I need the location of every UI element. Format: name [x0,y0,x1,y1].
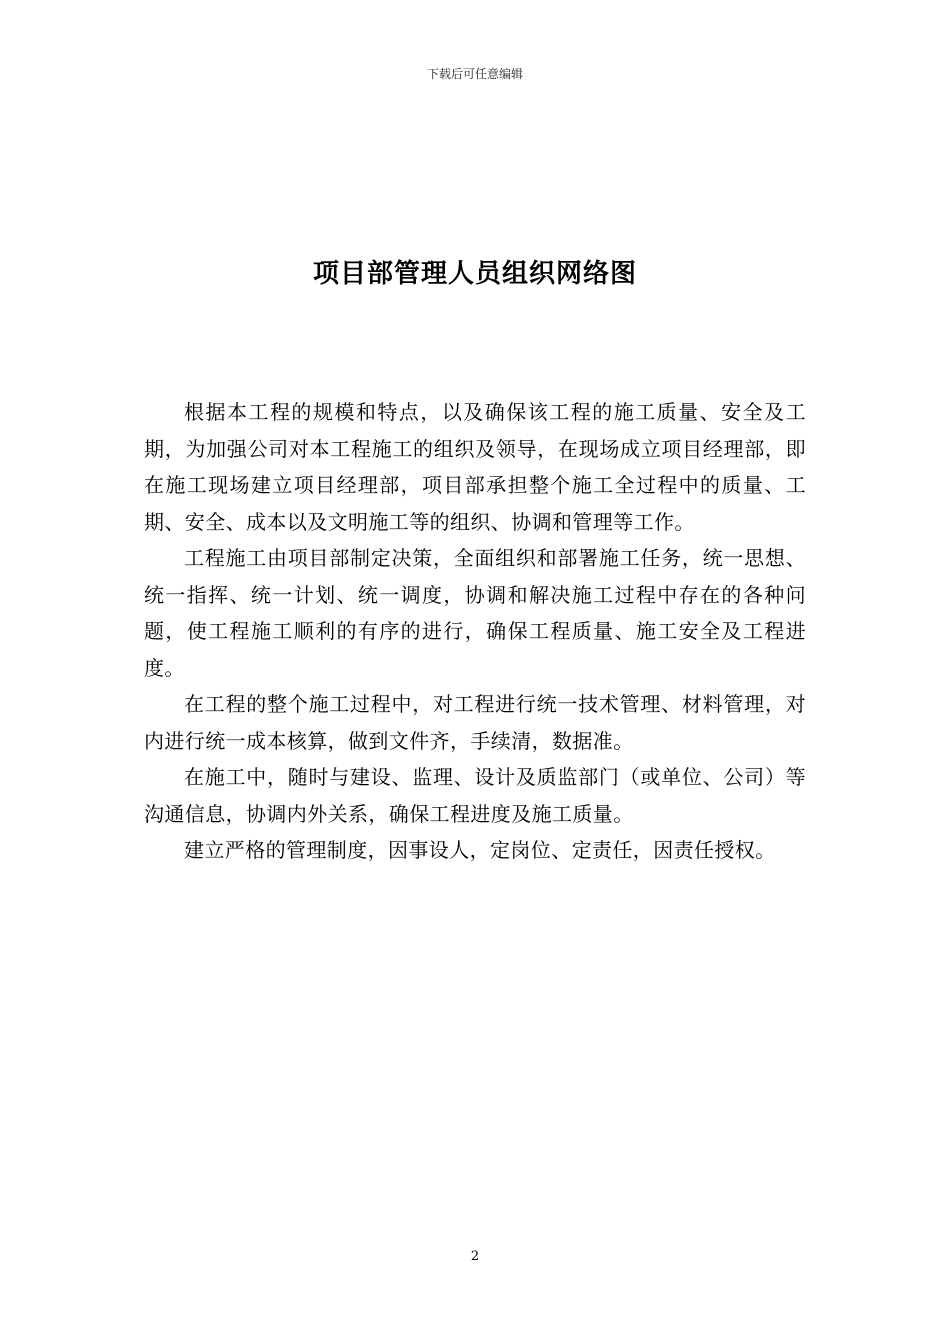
paragraph: 工程施工由项目部制定决策，全面组织和部署施工任务，统一思想、统一指挥、统一计划、统一调度，协调和解决施工过程中存在的各种问题，使工程施工顺利的有序的进行，确保工程质量、施工安全及工程进度。 [144,546,806,680]
paragraph: 根据本工程的规模和特点，以及确保该工程的施工质量、安全及工期，为加强公司对本工程施工的组织及领导，在现场成立项目经理部，即在施工现场建立项目经理部，项目部承担整个施工全过程中的质量、工期、安全、成本以及文明施工等的组织、协调和管理等工作。 [144,400,806,534]
page-number: 2 [470,1249,480,1264]
paragraph: 建立严格的管理制度，因事设人，定岗位、定责任，因责任授权。 [184,838,776,862]
paragraph: 在工程的整个施工过程中，对工程进行统一技术管理、材料管理，对内进行统一成本核算，做到文件齐，手续清，数据准。 [144,692,806,753]
paragraph: 在施工中，随时与建设、监理、设计及质监部门（或单位、公司）等沟通信息，协调内外关系，确保工程进度及施工质量。 [144,765,806,826]
document-body [144,394,806,869]
header-note: 下载后可任意编辑 [426,67,523,81]
document-title: 项目部管理人员组织网络图 [312,259,637,289]
